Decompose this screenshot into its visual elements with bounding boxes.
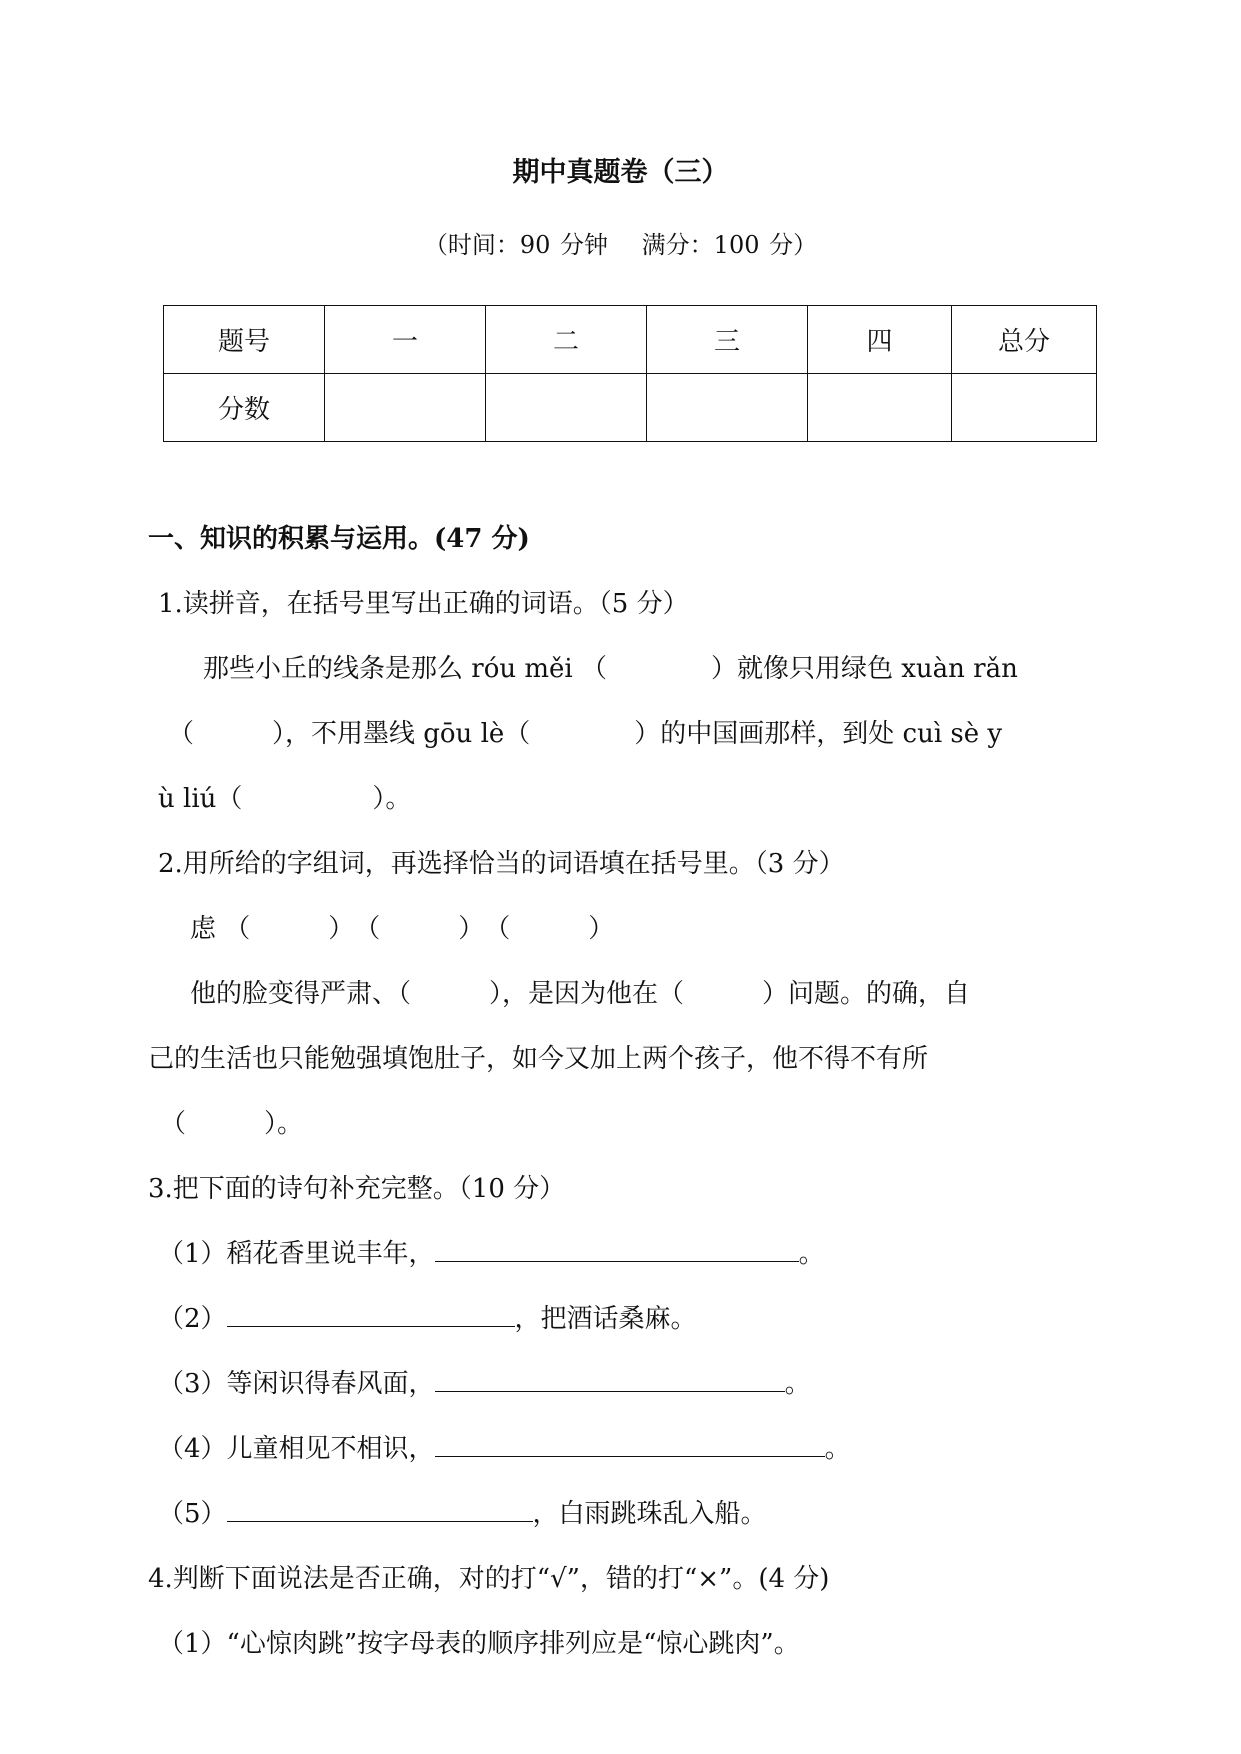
q3-item (158, 1428, 851, 1465)
q3-item-text: 。 (824, 1434, 851, 1464)
answer-blank[interactable] (435, 1428, 825, 1457)
answer-blank[interactable] (435, 1363, 785, 1392)
header-cell: 四 (808, 306, 952, 374)
answer-blank[interactable] (227, 1298, 515, 1327)
q1-line1: 那些小丘的线条是那么 róu měi （ ）就像只用绿色 xuàn rǎn (203, 654, 1018, 684)
score-cell[interactable] (486, 374, 647, 442)
q2-line1: 他的脸变得严肃、（ ），是因为他在（ ）问题。的确，自 (190, 979, 971, 1009)
q3-item-text: ，把酒话桑麻。 (514, 1304, 697, 1334)
q3-item-number: （1） (158, 1239, 227, 1269)
score-cell[interactable] (952, 374, 1097, 442)
q1-prompt: 1.读拼音，在括号里写出正确的词语。（5 分） (158, 589, 689, 619)
score-cell[interactable] (647, 374, 808, 442)
q4-item1: （1）“心惊肉跳”按字母表的顺序排列应是“惊心跳肉”。 (158, 1629, 800, 1659)
q3-item-text: 等闲识得春风面， (226, 1369, 435, 1399)
score-table-header-row (164, 306, 1097, 374)
q3-item (158, 1233, 825, 1270)
q3-prompt: 3.把下面的诗句补充完整。（10 分） (148, 1174, 566, 1204)
q3-item-text: 稻花香里说丰年， (226, 1239, 435, 1269)
q1-line2: （ ），不用墨线 gōu lè（ ）的中国画那样，到处 cuì sè y (168, 719, 1003, 749)
q3-item (158, 1298, 697, 1335)
answer-blank[interactable] (227, 1493, 533, 1522)
q3-item (158, 1493, 767, 1530)
q2-prompt: 2.用所给的字组词，再选择恰当的词语填在括号里。（3 分） (158, 849, 845, 879)
score-table-score-row (164, 374, 1097, 442)
header-cell: 题号 (164, 306, 325, 374)
header-cell: 一 (325, 306, 486, 374)
exam-subtitle: （时间：90 分钟 满分：100 分） (423, 231, 818, 259)
q3-item-number: （3） (158, 1369, 227, 1399)
q3-item-text: ，白雨跳珠乱入船。 (532, 1499, 767, 1529)
q2-char-line: 虑 （ ） （ ） （ ） (190, 914, 615, 944)
answer-blank[interactable] (435, 1233, 799, 1262)
score-table (163, 305, 1097, 442)
q3-item-number: （5） (158, 1499, 227, 1529)
q3-item-number: （4） (158, 1434, 227, 1464)
score-cell[interactable] (808, 374, 952, 442)
q1-line3: ù liú（ ）。 (158, 784, 412, 814)
q4-prompt: 4.判断下面说法是否正确，对的打“√”，错的打“×”。(4 分) (148, 1564, 830, 1594)
section1-heading: 一、知识的积累与运用。(47 分) (148, 524, 530, 554)
q2-line2: 己的生活也只能勉强填饱肚子，如今又加上两个孩子，他不得不有所 (148, 1044, 929, 1074)
q2-line3: （ ）。 (160, 1109, 304, 1139)
header-cell: 总分 (952, 306, 1097, 374)
score-row-label: 分数 (164, 374, 325, 442)
q3-item-text: 。 (784, 1369, 811, 1399)
header-cell: 二 (486, 306, 647, 374)
score-cell[interactable] (325, 374, 486, 442)
q3-item-number: （2） (158, 1304, 227, 1334)
header-cell: 三 (647, 306, 808, 374)
exam-title: 期中真题卷（三） (512, 157, 729, 188)
q3-item-text: 儿童相见不相识， (226, 1434, 435, 1464)
q3-item (158, 1363, 811, 1400)
q3-item-text: 。 (798, 1239, 825, 1269)
